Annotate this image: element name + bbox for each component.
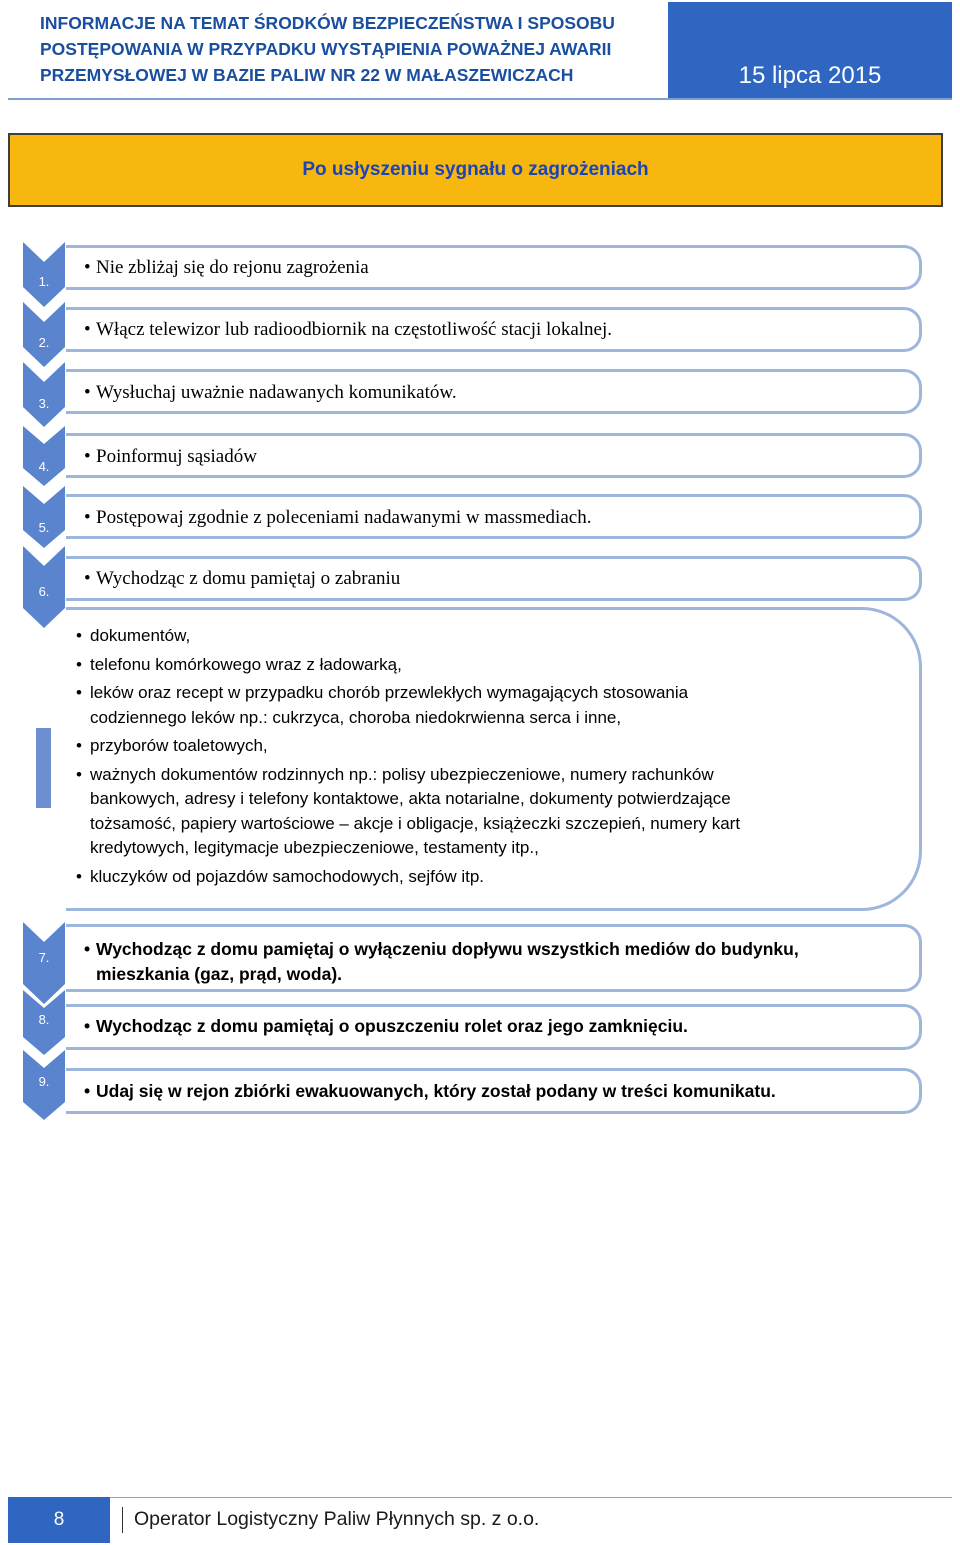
step-chevron-3 xyxy=(23,362,65,427)
items-to-take-list xyxy=(76,624,876,889)
bullet-icon: • xyxy=(84,568,91,589)
bullet-icon: • xyxy=(76,654,82,674)
list-item-line: codziennego leków np.: cukrzyca, choroba niedokrwienna serca i inne, xyxy=(90,707,622,727)
page-number: 8 xyxy=(53,1509,65,1530)
bullet-icon: • xyxy=(84,939,91,959)
bullet-icon: • xyxy=(84,1081,91,1101)
list-item xyxy=(76,653,876,678)
step-chevron-8 xyxy=(23,990,65,1055)
step-label: Nie zbliżaj się do rejonu zagrożenia xyxy=(96,257,369,278)
step-number: 7. xyxy=(38,950,50,965)
step-text-4 xyxy=(84,446,257,468)
bullet-icon: • xyxy=(84,446,91,467)
bullet-icon: • xyxy=(76,626,82,645)
step-label: Wychodząc z domu pamiętaj o opuszczeniu rolet oraz jego zamknięciu. xyxy=(96,1016,688,1036)
step-chevron-6 xyxy=(23,546,65,628)
step-number: 9. xyxy=(38,1074,50,1089)
step-label: Wychodząc z domu pamiętaj o zabraniu xyxy=(96,568,401,589)
list-item-line: ważnych dokumentów rodzinnych np.: polisy ubezpieczeniowe, numery rachunków xyxy=(90,764,714,784)
step-number: 3. xyxy=(38,396,50,411)
step-label: Wysłuchaj uważnie nadawanych komunikatów. xyxy=(96,382,457,403)
list-item-line: telefonu komórkowego wraz z ładowarką, xyxy=(90,654,402,674)
page-number-box xyxy=(8,1497,110,1543)
step-label: Poinformuj sąsiadów xyxy=(96,446,257,467)
step-chevron-4 xyxy=(23,426,65,486)
list-item-line: kredytowych, legitymacje ubezpieczeniowe, testamenty itp., xyxy=(90,838,539,857)
step-chevron-9 xyxy=(23,1050,65,1120)
step-text-7 xyxy=(84,937,799,987)
step-text-2 xyxy=(84,319,612,341)
document-title xyxy=(40,10,665,88)
step-label: mieszkania (gaz, prąd, woda). xyxy=(96,964,343,984)
step-number: 6. xyxy=(38,584,50,599)
list-item xyxy=(76,763,876,861)
title-line: INFORMACJE NA TEMAT ŚRODKÓW BEZPIECZEŃSTWA I SPOSOBU xyxy=(40,13,615,33)
bullet-icon: • xyxy=(76,764,82,784)
date-text: 15 lipca 2015 xyxy=(738,62,882,89)
bullet-icon: • xyxy=(84,382,91,403)
bullet-icon: • xyxy=(76,683,82,702)
bullet-icon: • xyxy=(84,507,91,528)
alert-banner xyxy=(8,133,943,207)
step-label: Wychodząc z domu pamiętaj o wyłączeniu dopływu wszystkich mediów do budynku, xyxy=(96,939,799,959)
step-number: 1. xyxy=(38,274,50,289)
list-item xyxy=(76,681,876,730)
list-item-line: dokumentów, xyxy=(90,626,191,645)
header-divider xyxy=(8,98,952,100)
bullet-icon: • xyxy=(76,736,82,755)
bullet-icon: • xyxy=(84,257,91,278)
step-text-6 xyxy=(84,568,400,590)
list-item-line: przyborów toaletowych, xyxy=(90,736,268,755)
step-text-5 xyxy=(84,507,591,529)
step-text-9 xyxy=(84,1081,776,1102)
step-label: Włącz telewizor lub radioodbiornik na częstotliwość stacji lokalnej. xyxy=(96,319,612,340)
step-chevron-5 xyxy=(23,486,65,548)
step-chevron-2 xyxy=(23,302,65,367)
step-number: 8. xyxy=(38,1012,50,1027)
list-item-line: leków oraz recept w przypadku chorób przewlekłych wymagających stosowania xyxy=(90,683,689,702)
step-label: Udaj się w rejon zbiórki ewakuowanych, który został podany w treści komunikatu. xyxy=(96,1081,776,1101)
footer-separator xyxy=(122,1507,123,1533)
title-line: POSTĘPOWANIA W PRZYPADKU WYSTĄPIENIA POWAŻNEJ AWARII xyxy=(40,39,612,59)
chevron-shape xyxy=(23,426,65,486)
title-line: PRZEMYSŁOWEJ W BAZIE PALIW NR 22 W MAŁASZEWICZACH xyxy=(40,65,574,85)
chevron-shape xyxy=(23,362,65,427)
list-item-line: tożsamość, papiery wartościowe – akcje i obligacje, książeczki szczepień, numery kart xyxy=(90,813,741,833)
banner-text: Po usłyszeniu sygnału o zagrożeniach xyxy=(302,159,649,180)
footer-company: Operator Logistyczny Paliw Płynnych sp. z o.o. xyxy=(134,1508,540,1530)
list-item-line: bankowych, adresy i telefony kontaktowe, akta notarialne, dokumenty potwierdzające xyxy=(90,789,731,808)
step-label: Postępowaj zgodnie z poleceniami nadawanymi w massmediach. xyxy=(96,507,592,528)
footer-divider xyxy=(8,1497,952,1498)
step-text-8 xyxy=(84,1016,688,1037)
step-number: 5. xyxy=(38,520,50,535)
step-text-1 xyxy=(84,257,369,279)
bullet-icon: • xyxy=(84,319,91,340)
step-number: 2. xyxy=(38,335,50,350)
step-text-3 xyxy=(84,382,457,404)
bullet-icon: • xyxy=(84,1016,91,1036)
list-item xyxy=(76,624,876,649)
bullet-icon: • xyxy=(76,866,82,886)
list-item-line: kluczyków od pojazdów samochodowych, sejfów itp. xyxy=(90,866,485,886)
sidebar-accent-bar xyxy=(36,728,51,808)
date-badge xyxy=(668,2,952,98)
step-number: 4. xyxy=(38,459,50,474)
list-item xyxy=(76,865,876,890)
chevron-shape xyxy=(23,486,65,548)
step-chevron-1 xyxy=(23,242,65,307)
list-item xyxy=(76,734,876,759)
